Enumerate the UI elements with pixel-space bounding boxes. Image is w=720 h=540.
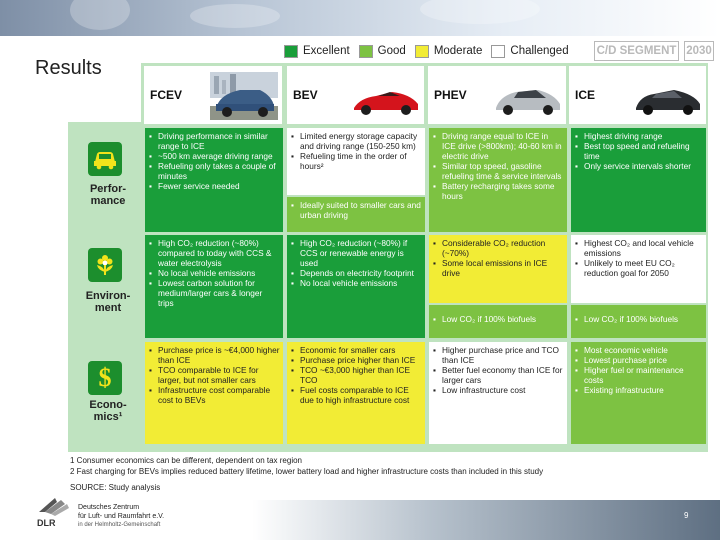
cell-item: ▪ Infrastructure cost comparable cost to BEVs [149, 385, 280, 405]
fcev-car-image [210, 72, 278, 120]
column-header-label: ICE [575, 88, 596, 102]
cell-item: ▪ Limited energy storage capacity and driving range (150-250 km) [291, 131, 422, 151]
legend-item-challenged [491, 45, 568, 58]
phev-car-image [494, 72, 562, 120]
row-label-performance [75, 183, 141, 207]
column-header-phev [428, 66, 566, 124]
cell-item: ▪ Driving range equal to ICE in ICE drive (>800km); 40-60 km in electric drive [433, 131, 564, 161]
column-header-label: PHEV [434, 88, 467, 102]
legend-swatch-challenged [491, 45, 505, 58]
cell-item: ▪ Low infrastructure cost [433, 385, 564, 395]
cell-economics-phev [429, 342, 567, 444]
cell-environment-ice [571, 235, 706, 303]
top-banner [0, 0, 720, 36]
source-note: SOURCE: Study analysis [70, 483, 161, 492]
cell-item: ▪ Existing infrastructure [575, 385, 703, 395]
footnote-1: 1 Consumer economics can be different, dependent on tax region [70, 456, 302, 465]
cell-item: ▪ Refueling time in the order of hours² [291, 151, 422, 171]
cell-performance-bev [287, 128, 425, 195]
cell-item: ▪ Better fuel economy than ICE for larger cars [433, 365, 564, 385]
environment-row-icon [88, 248, 122, 282]
cell-item: ▪ Lowest carbon solution for medium/larger cars & longer trips [149, 278, 280, 308]
ice-car-image [634, 72, 702, 120]
legend-label: Excellent [303, 45, 350, 57]
column-header-fcev [144, 66, 282, 124]
cell-item: ▪ Economic for smaller cars [291, 345, 422, 355]
cell-item: ▪ High CO₂ reduction (~80%) if CCS or renewable energy is used [291, 238, 422, 268]
rating-legend [284, 42, 578, 60]
cell-performance-ice [571, 128, 706, 232]
cell-item: ▪ Fuel costs comparable to ICE due to high infrastructure cost [291, 385, 422, 405]
row-label-text: Econo-mics¹ [89, 399, 127, 423]
cell-item: ▪ Most economic vehicle [575, 345, 703, 355]
cell-performance-phev [429, 128, 567, 232]
cell-item: ▪ Low CO₂ if 100% biofuels [575, 314, 703, 324]
cell-environment-ice-biofuels [571, 305, 706, 338]
segment-label: C/D SEGMENT [594, 41, 679, 61]
flower-icon [93, 252, 117, 278]
cell-item: ▪ Some local emissions in ICE drive [433, 258, 564, 278]
cell-item: ▪ Driving performance in similar range to ICE [149, 131, 280, 151]
legend-item-good [359, 45, 406, 58]
cell-item: ▪ High CO₂ reduction (~80%) compared to today with CCS & water electrolysis [149, 238, 280, 268]
cell-item: ▪ No local vehicle emissions [149, 268, 280, 278]
cell-item: ▪ ~500 km average driving range [149, 151, 280, 161]
org-line-2: für Luft- und Raumfahrt e.V. [78, 513, 165, 520]
cell-environment-phev [429, 235, 567, 303]
cell-item: ▪ Best top speed and refueling time [575, 141, 703, 161]
page-title: Results [35, 57, 102, 79]
cell-economics-fcev [145, 342, 283, 444]
dollar-icon: $ [98, 363, 112, 392]
org-line-3: in der Helmholtz-Gemeinschaft [78, 522, 161, 528]
legend-label: Moderate [433, 45, 483, 57]
footnotes [70, 455, 543, 493]
cell-item: ▪ Considerable CO₂ reduction (~70%) [433, 238, 564, 258]
column-header-bev [287, 66, 424, 124]
cell-item: ▪ Fewer service needed [149, 181, 280, 191]
cell-environment-phev-biofuels [429, 305, 567, 338]
cell-item: ▪ Refueling only takes a couple of minutes [149, 161, 280, 181]
column-header-ice [569, 66, 706, 124]
legend-item-moderate [415, 45, 483, 58]
cell-item: ▪ Higher purchase price and TCO than ICE [433, 345, 564, 365]
cell-item: ▪ Ideally suited to smaller cars and urban driving [291, 200, 422, 220]
page-number: 9 [684, 511, 689, 520]
column-header-label: FCEV [150, 88, 183, 102]
cell-item: ▪ TCO ~€3,000 higher than ICE TCO [291, 365, 422, 385]
cell-performance-fcev [145, 128, 283, 232]
footnote-2: 2 Fast charging for BEVs implies reduced battery lifetime, lower battery load and higher infrastructure costs than included in this study [70, 467, 544, 476]
cell-item: ▪ Similar top speed, gasoline refueling time & service intervals [433, 161, 564, 181]
cell-item: ▪ No local vehicle emissions [291, 278, 422, 288]
cell-item: ▪ TCO comparable to ICE for larger, but not smaller cars [149, 365, 280, 385]
row-label-environment [75, 290, 141, 314]
year-label: 2030 [684, 41, 714, 61]
cell-environment-bev [287, 235, 425, 338]
cell-item: ▪ Purchase price is ~€4,000 higher than ICE [149, 345, 280, 365]
dlr-org-name [78, 503, 164, 530]
cell-item: ▪ Low CO₂ if 100% biofuels [433, 314, 564, 324]
row-label-economics [75, 399, 141, 423]
cell-economics-ice [571, 342, 706, 444]
cell-performance-bev-extra [287, 197, 425, 232]
dlr-logo-text: DLR [37, 518, 56, 528]
legend-item-excellent [284, 45, 350, 58]
cell-item: ▪ Unlikely to meet EU CO₂ reduction goal for 2050 [575, 258, 703, 278]
row-label-text: Perfor-mance [89, 183, 127, 207]
legend-label: Good [377, 45, 406, 57]
cell-item: ▪ Purchase price higher than ICE [291, 355, 422, 365]
cell-item: ▪ Highest driving range [575, 131, 703, 141]
legend-swatch-good [359, 45, 373, 58]
legend-swatch-excellent [284, 45, 298, 58]
org-line-1: Deutsches Zentrum [78, 504, 140, 511]
column-header-label: BEV [293, 88, 318, 102]
legend-label: Challenged [510, 45, 569, 57]
economics-row-icon [88, 361, 122, 395]
legend-swatch-moderate [415, 45, 429, 58]
cell-item: ▪ Only service intervals shorter [575, 161, 703, 171]
cell-economics-bev [287, 342, 425, 444]
car-icon [92, 148, 118, 170]
dlr-logo-icon [35, 494, 73, 528]
cell-item: ▪ Depends on electricity footprint [291, 268, 422, 278]
bev-car-image [352, 72, 420, 120]
cell-item: ▪ Highest CO₂ and local vehicle emissions [575, 238, 703, 258]
cell-item: ▪ Battery recharging takes some hours [433, 181, 564, 201]
cell-environment-fcev [145, 235, 283, 338]
cell-item: ▪ Higher fuel or maintenance costs [575, 365, 703, 385]
cell-item: ▪ Lowest purchase price [575, 355, 703, 365]
row-label-text: Environ-ment [85, 290, 131, 314]
performance-row-icon [88, 142, 122, 176]
